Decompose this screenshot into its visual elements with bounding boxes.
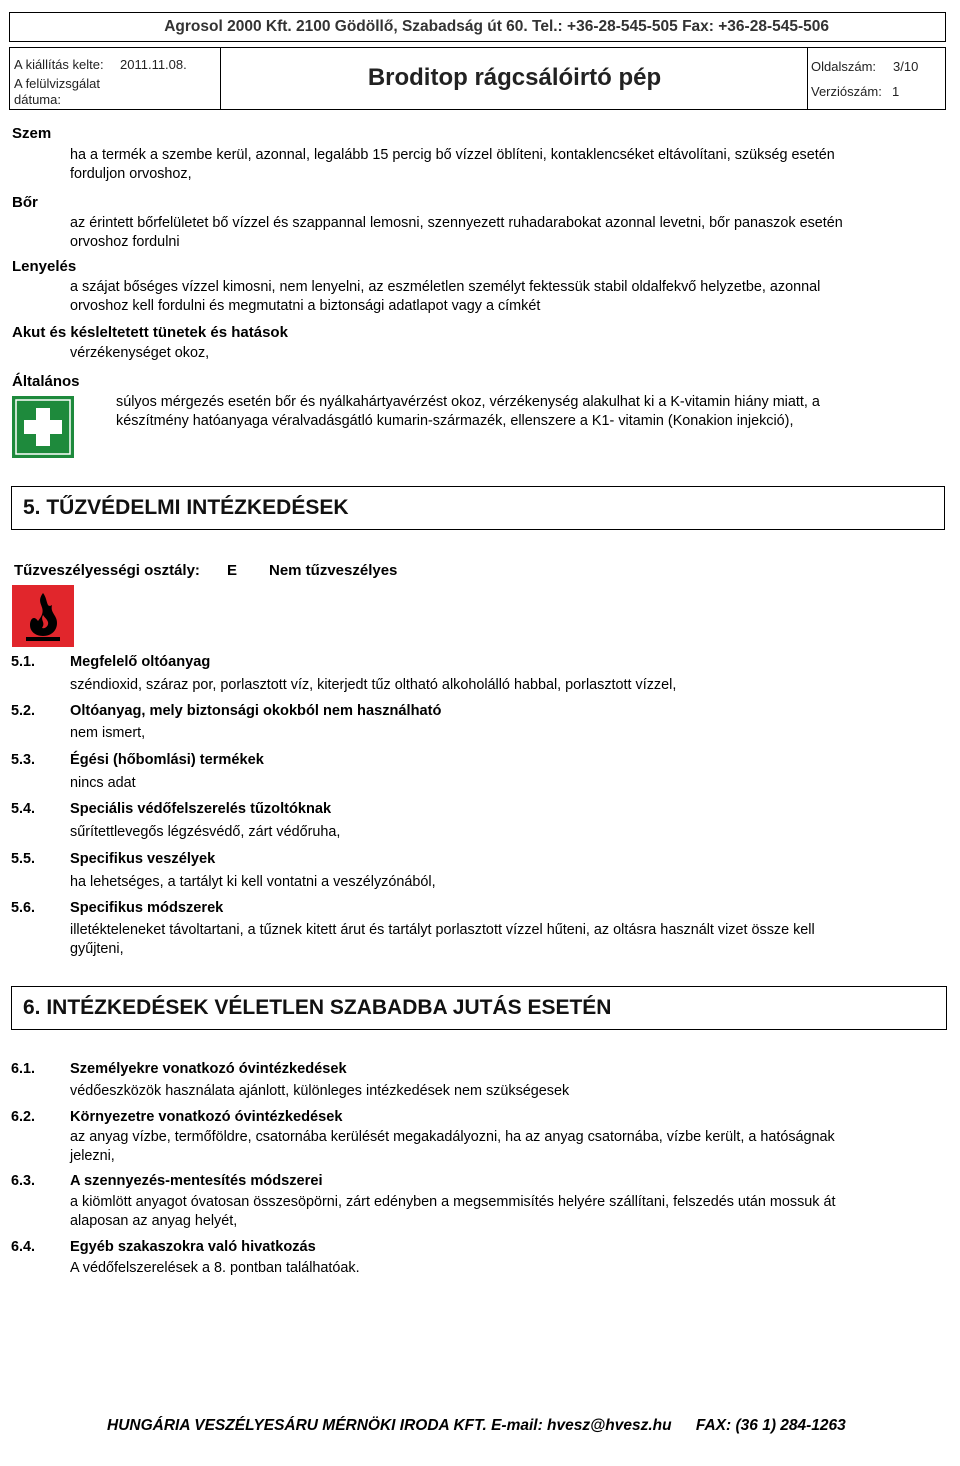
item-5-6-text-line2: gyűjteni, [70, 941, 124, 957]
item-5-6-title: Specifikus módszerek [70, 900, 224, 916]
item-5-4-number: 5.4. [11, 801, 36, 817]
item-6-1-title: Személyekre vonatkozó óvintézkedések [70, 1061, 347, 1077]
eye-text-line1: ha a termék a szembe kerül, azonnal, legalább 15 percig bő vízzel öblíteni, kontaklencséket eltávolítani, szükség esetén [70, 147, 835, 163]
product-title: Broditop rágcsálóirtó pép [367, 64, 662, 91]
item-6-3-title: A szennyezés-mentesítés módszerei [70, 1173, 323, 1189]
item-5-4-title: Speciális védőfelszerelés tűzoltóknak [70, 801, 332, 817]
general-label: Általános [12, 373, 80, 390]
skin-label: Bőr [12, 194, 38, 211]
ingestion-text-line2: orvoshoz kell fordulni és megmutatni a biztonsági adatlapot vagy a címkét [70, 298, 541, 314]
general-text-line2: készítmény hatóanyaga véralvadásgátló kumarin-származék, ellenszere a K1- vitamin (Konakion injekció), [116, 413, 794, 429]
issue-date-value: 2011.11.08. [120, 57, 187, 72]
acute-symptoms-text: vérzékenységet okoz, [70, 345, 210, 361]
fire-class-label: Tűzveszélyességi osztály: [14, 562, 200, 579]
page-label: Oldalszám: [811, 59, 877, 74]
item-5-6-text-line1: illetékteleneket távoltartani, a tűznek kitett árut és tartályt porlasztott vízzel hűteni, az oltásra használt vizet össze kell [70, 922, 815, 938]
footer [107, 1417, 846, 1435]
version-label: Verziószám: [811, 84, 882, 99]
header-divider-left [220, 48, 221, 109]
first-aid-cross-icon [12, 396, 74, 458]
item-5-1-number: 5.1. [11, 654, 36, 670]
item-5-2-number: 5.2. [11, 703, 36, 719]
item-5-1-title: Megfelelő oltóanyag [70, 654, 211, 670]
general-text-line1: súlyos mérgezés esetén bőr és nyálkahártyavérzést okoz, vérzékenység alakulhat ki a K-vitamin hiány miatt, a [116, 394, 820, 410]
eye-label: Szem [12, 125, 52, 142]
company-banner: Agrosol 2000 Kft. 2100 Gödöllő, Szabadság út 60. Tel.: +36-28-545-505 Fax: +36-28-545-506 [9, 12, 946, 42]
item-5-2-text: nem ismert, [70, 725, 146, 741]
item-5-6-number: 5.6. [11, 900, 36, 916]
item-5-3-number: 5.3. [11, 752, 36, 768]
skin-text-line1: az érintett bőrfelületet bő vízzel és szappannal lemosni, szennyezett ruhadarabokat azonnal levetni, bőr panaszok esetén [70, 215, 843, 231]
section-5-heading: 5. TŰZVÉDELMI INTÉZKEDÉSEK [11, 486, 945, 530]
ingestion-label: Lenyelés [12, 258, 77, 275]
item-6-3-number: 6.3. [11, 1173, 36, 1189]
footer-fax: FAX: (36 1) 284-1263 [695, 1417, 846, 1434]
item-6-2-text-line1: az anyag vízbe, termőföldre, csatornába kerülését megakadályozni, ha az anyag csatornába, vízbe került, a hatóságnak [70, 1129, 835, 1145]
item-5-2-title: Oltóanyag, mely biztonsági okokból nem használható [70, 703, 442, 719]
fire-class-value: E [227, 562, 238, 579]
item-5-3-text: nincs adat [70, 775, 136, 791]
item-6-4-text: A védőfelszerelések a 8. pontban találhatóak. [70, 1260, 360, 1276]
section-6-heading: 6. INTÉZKEDÉSEK VÉLETLEN SZABADBA JUTÁS ESETÉN [11, 986, 947, 1030]
acute-symptoms-label: Akut és késleltetett tünetek és hatások [12, 324, 288, 341]
item-5-5-text: ha lehetséges, a tartályt ki kell vontatni a veszélyzónából, [70, 874, 436, 890]
issue-date-label: A kiállítás kelte: [14, 57, 104, 72]
page-value: 3/10 [893, 59, 919, 74]
item-6-1-number: 6.1. [11, 1061, 36, 1077]
item-6-4-number: 6.4. [11, 1239, 36, 1255]
item-6-4-title: Egyéb szakaszokra való hivatkozás [70, 1239, 316, 1255]
skin-text-line2: orvoshoz fordulni [70, 234, 180, 250]
item-6-3-text-line2: alaposan az anyag helyét, [70, 1213, 238, 1229]
item-5-1-text: széndioxid, száraz por, porlasztott víz, kiterjedt tűz oltható alkoholálló habbal, porlasztott vízzel, [70, 677, 677, 693]
header-divider-right [807, 48, 808, 109]
review-date-label-2: dátuma: [14, 92, 61, 107]
item-6-2-text-line2: jelezni, [70, 1148, 115, 1164]
item-5-3-title: Égési (hőbomlási) termékek [70, 752, 264, 768]
fire-class-description: Nem tűzveszélyes [269, 562, 398, 579]
flammable-flame-icon [12, 585, 74, 647]
version-value: 1 [892, 84, 900, 99]
item-6-2-number: 6.2. [11, 1109, 36, 1125]
item-5-4-text: sűrítettlevegős légzésvédő, zárt védőruha, [70, 824, 341, 840]
footer-company: HUNGÁRIA VESZÉLYESÁRU MÉRNÖKI IRODA KFT. E-mail: hvesz@hvesz.hu [107, 1417, 672, 1434]
item-5-5-title: Specifikus veszélyek [70, 851, 216, 867]
item-6-1-text: védőeszközök használata ajánlott, különleges intézkedések nem szükségesek [70, 1083, 570, 1099]
ingestion-text-line1: a szájat bőséges vízzel kimosni, nem lenyelni, az eszméletlen személyt fektessük stabil oldalfekvő helyzetbe, azonnal [70, 279, 821, 295]
item-5-5-number: 5.5. [11, 851, 36, 867]
review-date-label: A felülvizsgálat [14, 76, 100, 91]
eye-text-line2: forduljon orvoshoz, [70, 166, 192, 182]
item-6-3-text-line1: a kiömlött anyagot óvatosan összesöpörni, zárt edényben a megsemmisítés helyére szállítani, felszedés után mossuk át [70, 1194, 836, 1210]
document-header [9, 47, 946, 110]
item-6-2-title: Környezetre vonatkozó óvintézkedések [70, 1109, 343, 1125]
